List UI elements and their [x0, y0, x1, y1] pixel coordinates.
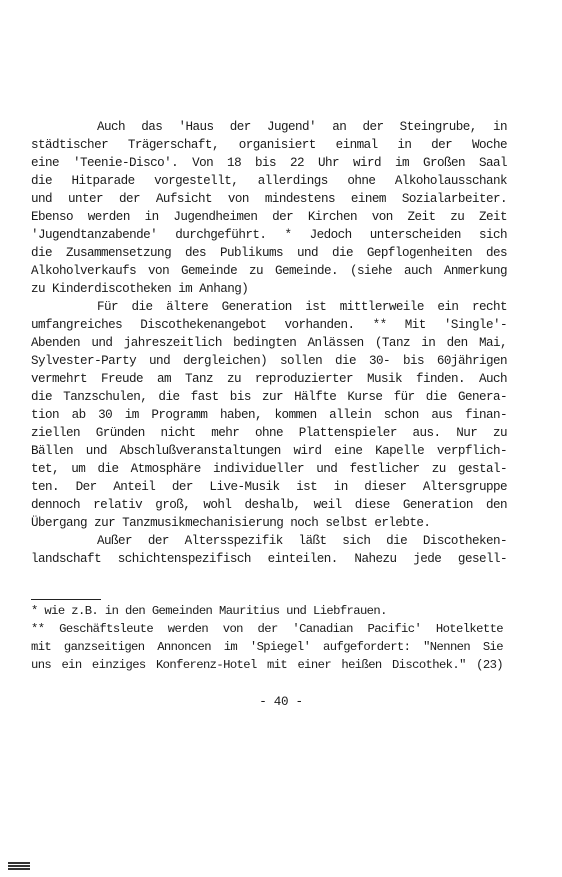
- text-line: umfangreiches Discothekenangebot vorhanden. ** Mit 'Single'-: [31, 318, 507, 332]
- text-line: Sylvester-Party und dergleichen) sollen die 30- bis 60jährigen: [31, 354, 507, 368]
- footnote-divider: [31, 599, 101, 600]
- text-line: 'Jugendtanzabende' durchgeführt. * Jedoch unterscheiden sich: [31, 228, 507, 242]
- footnote-line: mit ganzseitigen Annoncen im 'Spiegel' aufgefordert: "Nennen Sie: [31, 640, 503, 654]
- footnote-line: * wie z.B. in den Gemeinden Mauritius und Liebfrauen.: [31, 604, 387, 618]
- text-line: Alkoholverkaufs von Gemeinde zu Gemeinde. (siehe auch Anmerkung: [31, 264, 507, 278]
- footnote-line: ** Geschäftsleute werden von der 'Canadian Pacific' Hotelkette: [31, 622, 503, 636]
- text-line: landschaft schichtenspezifisch einteilen. Nahezu jede gesell-: [31, 552, 507, 566]
- text-line: Abenden und jahreszeitlich bedingten Anlässen (Tanz in den Mai,: [31, 336, 507, 350]
- text-line: ten. Der Anteil der Live-Musik ist in dieser Altersgruppe: [31, 480, 507, 494]
- text-line: Außer der Altersspezifik läßt sich die Discotheken-: [97, 534, 507, 548]
- text-line: vermehrt Freude am Tanz zu reproduzierter Musik finden. Auch: [31, 372, 507, 386]
- text-line: städtischer Trägerschaft, organisiert einmal in der Woche: [31, 138, 507, 152]
- text-line: Übergang zur Tanzmusikmechanisierung noch selbst erlebte.: [31, 516, 431, 530]
- text-line: dennoch relativ groß, wohl deshalb, weil diese Generation den: [31, 498, 507, 512]
- text-line: zu Kinderdiscotheken im Anhang): [31, 282, 249, 296]
- text-line: Auch das 'Haus der Jugend' an der Steingrube, in: [97, 120, 507, 134]
- text-line: ziellen Gründen nicht mehr ohne Plattenspieler aus. Nur zu: [31, 426, 507, 440]
- text-line: eine 'Teenie-Disco'. Von 18 bis 22 Uhr wird im Großen Saal: [31, 156, 507, 170]
- scan-margin-mark: [8, 862, 30, 871]
- page-number: - 40 -: [259, 695, 303, 709]
- text-line: Für die ältere Generation ist mittlerweile ein recht: [97, 300, 507, 314]
- text-line: Ebenso werden in Jugendheimen der Kirchen von Zeit zu Zeit: [31, 210, 507, 224]
- text-line: tet, um die Atmosphäre individueller und festlicher zu gestal-: [31, 462, 507, 476]
- footnote-line: uns ein einziges Konferenz-Hotel mit einer heißen Discothek." (23): [31, 658, 503, 672]
- text-line: die Zusammensetzung des Publikums und die Gepflogenheiten des: [31, 246, 507, 260]
- text-line: tion ab 30 im Programm haben, kommen allein schon aus finan-: [31, 408, 507, 422]
- text-line: die Tanzschulen, die fast bis zur Hälfte Kurse für die Genera-: [31, 390, 507, 404]
- text-line: Bällen und Abschlußveranstaltungen wird eine Kapelle verpflich-: [31, 444, 507, 458]
- text-line: die Hitparade vorgestellt, allerdings ohne Alkoholausschank: [31, 174, 507, 188]
- text-line: und unter der Aufsicht von mindestens einem Sozialarbeiter.: [31, 192, 507, 206]
